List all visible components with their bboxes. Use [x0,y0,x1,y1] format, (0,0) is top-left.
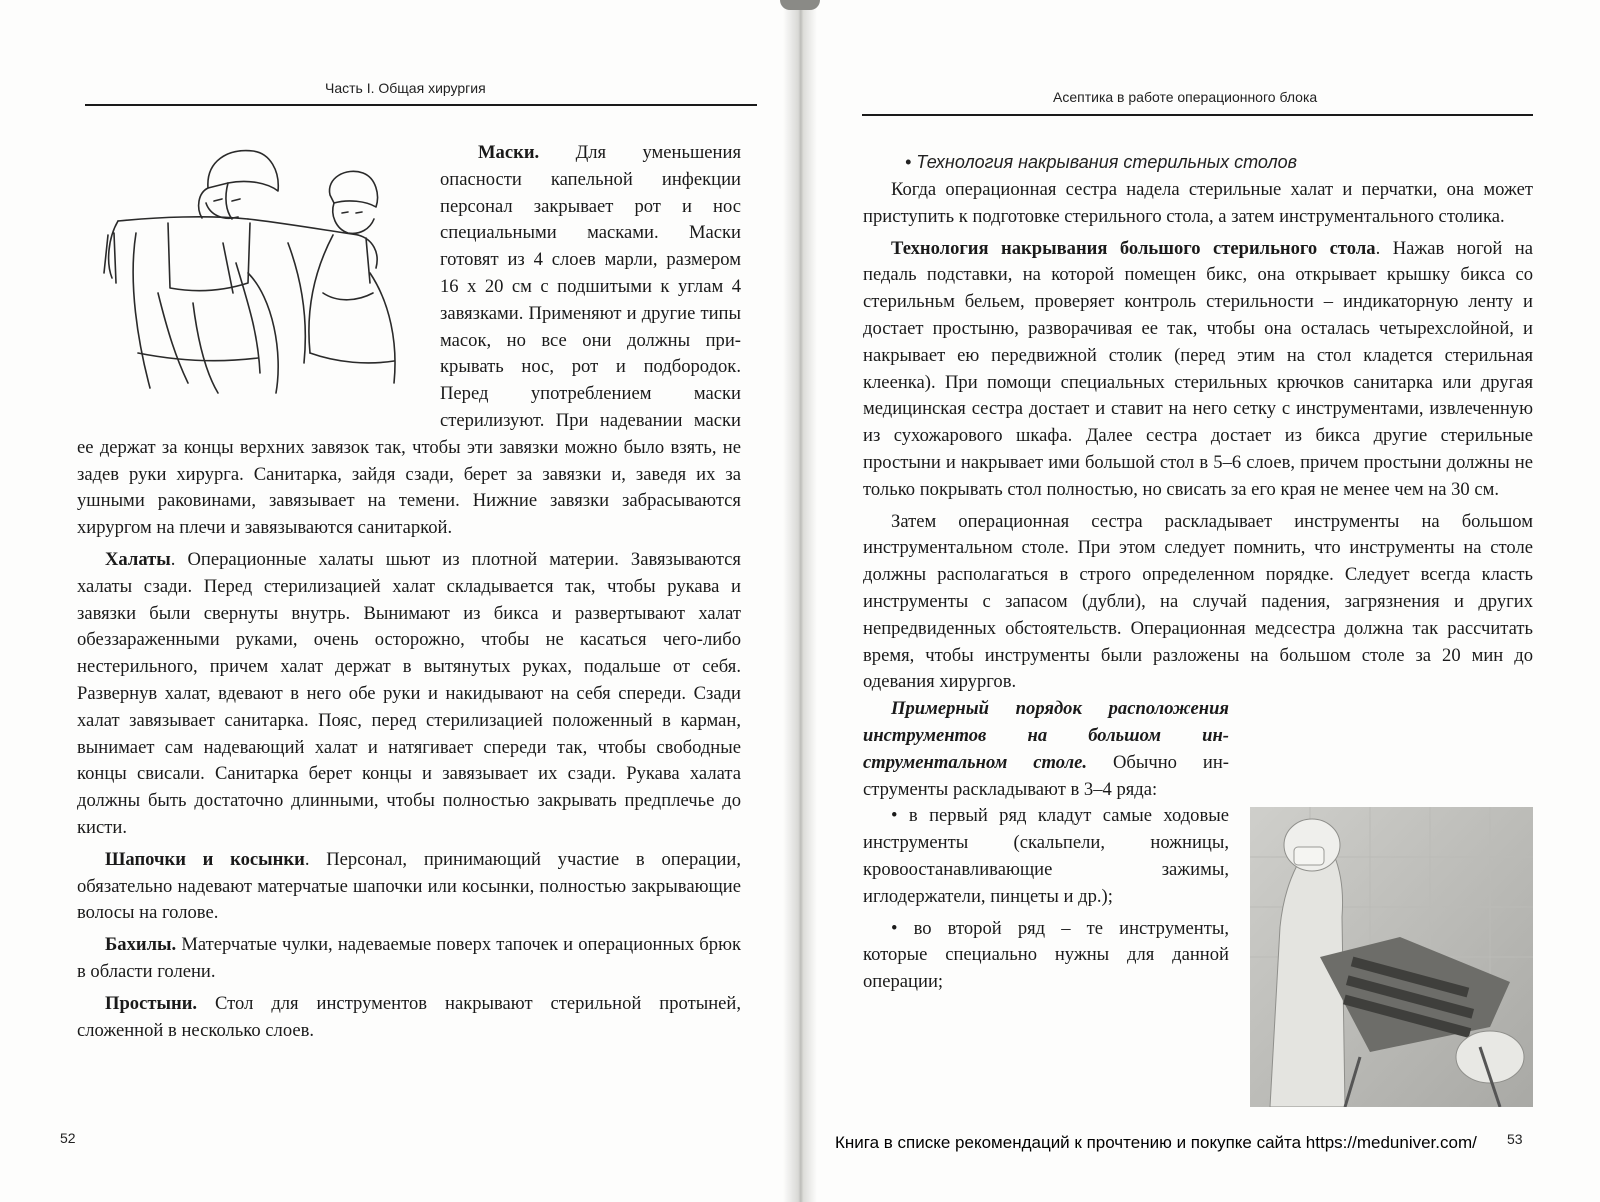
list-item: • во второй ряд – те инструменты, которые специально нужны для данной операции; [863,917,1229,993]
site-watermark: Книга в списке рекомендаций к прочтению и покупке сайта https://meduniver.com/ [835,1133,1477,1152]
nurse-photo-drawing [1250,807,1533,1107]
order-heading: Примерный порядок расположения инструментов на большом инструментальном столе. [863,698,1229,773]
sheets-paragraph [77,991,741,1045]
right-running-head: Асептика в работе операционного блока [1053,89,1318,105]
left-page-number: 52 [60,1130,76,1146]
right-header-rule [862,114,1533,116]
masks-heading: Маски. [478,142,540,163]
right-page-number: 53 [1507,1131,1523,1147]
book-gutter [783,0,817,1202]
big-table-paragraph [863,236,1533,504]
caps-text: . Персонал, принимающий участие в операции, обязательно надевают матерчатые шапочки или косынки, полностью закрывающие волосы на голове. [77,848,741,924]
layout-paragraph: Затем операционная сестра раскладывает инструменты на большом инструментальном столе. При этом следует помнить, что инструменты на столе должны располагаться в строго определенном порядке. Следует всегда класть инструменты с запасом (дубли), на случай падения, загрязнения и других непредвиденных обстоятельств. Операционная медсестра должна так рассчитать время, чтобы инструменты были разложены на большом столе за 20 мин до одевания хирургов. [863,510,1533,693]
left-body-text [77,140,741,1044]
nurse-photo [1250,807,1533,1107]
big-table-text: . Нажав ногой на педаль подставки, на которой помещен бикс, она открывает крышку бикса со стерильньм бельем, проверяет контроль стерильности – индикаторную ленту и достает простыню, разворачивая ее так, чтобы она осталась четырехслойной, и накрывает ею передвижной столик (перед этим на стол кладется стерильная клеенка). При помощи специальных стерильных крючков санитарка или другая медицинская сестра достает и ставит на него сетку с инструментами, извлеченную из сухожарового шкафа. Далее сестра достает из бикса другие стерильные простыни и накрывает ими большой стол в 5–6 слоев, причем простыни должны не только покрывать стол полностью, но свисать за его края не менее чем на 30 см. [863,237,1534,500]
left-header-rule [85,104,757,106]
list-item: • в первый ряд кладут самые ходовые инструменты (скальпели, ножницы, кровоостанавливающие зажимы, иглодержатели, пинцеты и др.); [863,805,1229,907]
gowns-paragraph [77,547,741,842]
caps-paragraph [77,847,741,927]
caps-heading: Шапочки и косынки [105,848,305,870]
binding-shadow [780,0,820,10]
masks-text: Для уменьшения опасности капельной инфекции персонал закрывает рот и нос специальными масками. Маски готовят из 4 слоев марли, размером 16 х 20 см с подшитыми к углам 4 завязками. Применяют и другие типы масок, но все они должны прикрывать нос, рот и подбородок. Перед употреблением маски стерилизуют. При надевании маски ее держат за концы верхних завязок так, чтобы эти завязки можно было взять, не задев руки хирурга. Санитарка, зайдя сзади, берет за завязки и, заведя их за ушными раковинами, завязывает на темени. Нижние завязки забрасываются хирургом на плечи и завязываются санитаркой. [77,142,741,539]
shoe-covers-heading: Бахилы. [105,934,177,956]
section-heading: • Технология накрывания стерильных столов [905,152,1298,172]
left-running-head: Часть I. Общая хирургия [325,80,486,96]
intro-paragraph: Когда операционная сестра надела стерильные халат и перчатки, она может приступить к подготовке стерильного стола, а затем инструментального столика. [863,179,1533,227]
illustration-float-space [77,140,440,408]
sheets-heading: Простыни. [105,992,198,1014]
gowns-text: . Операционные халаты шьют из плотной материи. Завязываются халаты сзади. Перед стерилизацией халат складывается так, чтобы рукава и завязки были свернуты внутрь. Вынимают из бикса и развертывают халат обеззараженными руками, очень осторожно, чтобы не касаться чего-либо нестерильного, причем халат держат в вытянутых руках, подальше от себя. Развернув халат, вдевают в него обе руки и накидывают на себя спереди. Сзади халат завязывает санитарка. Пояс, перед стерилизацией положенный в карман, вынимает сам надевающий халат и натягивает спереди так, чтобы свободные концы свисали. Санитарка берет концы и завязывает их сзади. Рукава халата должны быть достаточно длинными, чтобы полностью закрывать предплечье до кисти. [77,548,741,838]
order-text: Обычно инструменты раскладывают в 3–4 ряда: [863,751,1229,800]
gowns-heading: Халаты [105,548,171,570]
sheets-text: Стол для инструментов накрывают стерильной протыней, сложенной в несколько слоев. [77,992,741,1041]
shoe-covers-text: Матерчатые чулки, надеваемые поверх тапочек и операционных брюк в области голени. [77,934,741,982]
shoe-covers-paragraph [77,932,741,986]
big-table-heading: Технология накрывания большого стерильного стола [891,237,1376,259]
